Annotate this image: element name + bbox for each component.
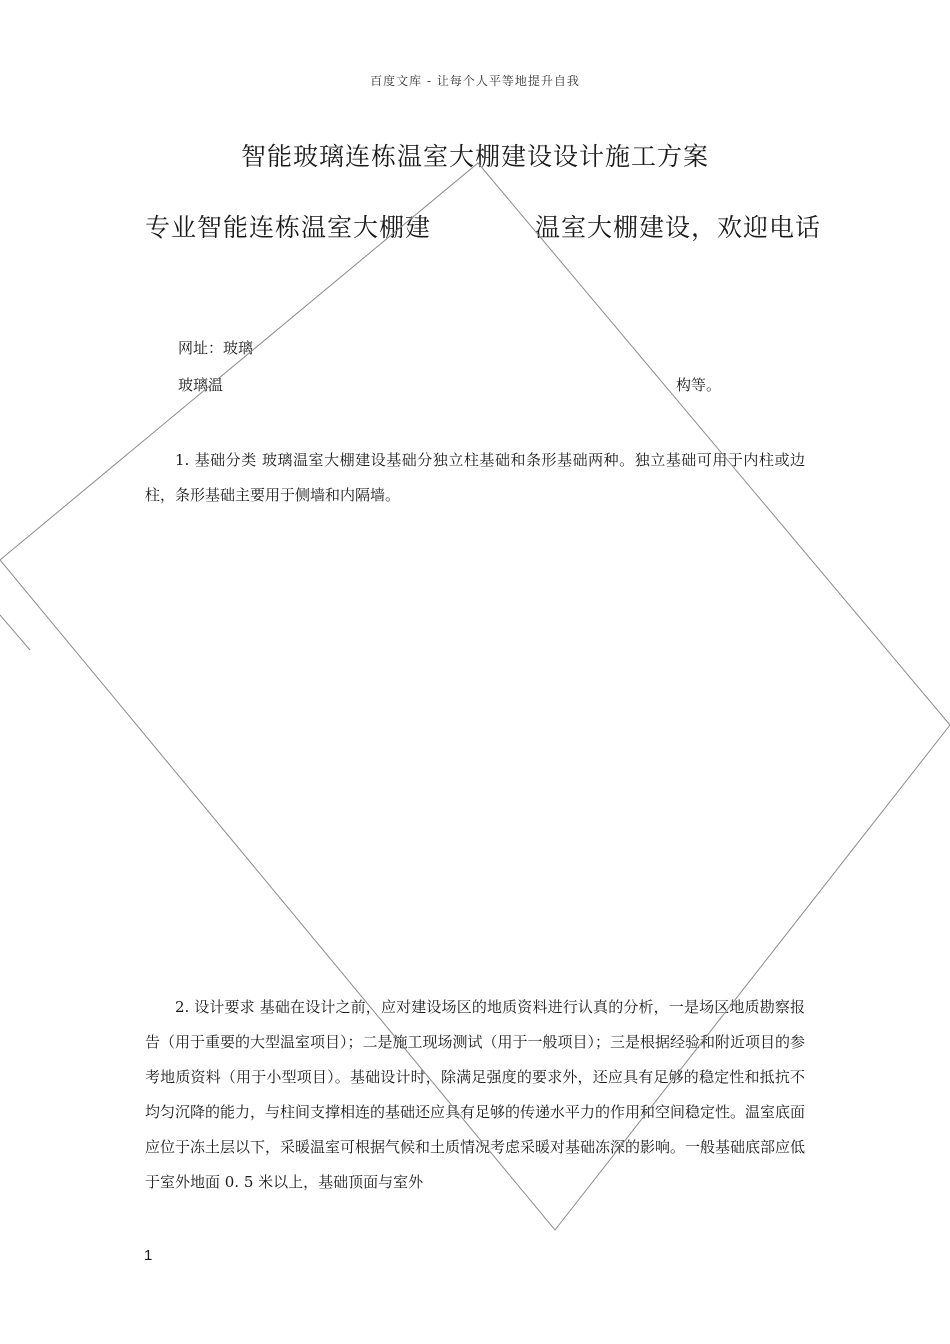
website-line: 网址：玻璃 [178, 339, 254, 357]
intro-line-left: 玻璃温 [178, 376, 224, 394]
intro-line-right: 构等。 [676, 376, 722, 394]
paragraph-design-requirements [145, 990, 805, 1200]
paragraph-design-requirements-text: 2. 设计要求 基础在设计之前，应对建设场区的地质资料进行认真的分析，一是场区地质勘察报告（用于重要的大型温室项目）；二是施工现场测试（用于一般项目）；三是根据经验和附近项目的参考地质资料（用于小型项目）。基础设计时，除满足强度的要求外，还应具有足够的稳定性和抵抗不均匀沉降的能力，与柱间支撑相连的基础还应具有足够的传递水平力的作用和空间稳定性。温室底面应位于冻土层以下，采暖温室可根据气候和土质情况考虑采暖对基础冻深的影响。一般基础底部应低于室外地面 0. 5 米以上，基础顶面与室外 [145, 998, 806, 1191]
paragraph-foundation-types [145, 443, 805, 513]
document-title: 智能玻璃连栋温室大棚建设设计施工方案 [240, 142, 709, 171]
page-header: 百度文库 - 让每个人平等地提升自我 [370, 74, 580, 88]
document-subtitle-right: 温室大棚建设，欢迎电话 [535, 213, 822, 242]
document-subtitle-left: 专业智能连栋温室大棚建 [145, 213, 432, 242]
paragraph-foundation-types-text: 1. 基础分类 玻璃温室大棚建设基础分独立柱基础和条形基础两种。独立基础可用于内柱或边柱，条形基础主要用于侧墙和内隔墙。 [145, 451, 805, 504]
page-number: 1 [144, 1247, 153, 1264]
